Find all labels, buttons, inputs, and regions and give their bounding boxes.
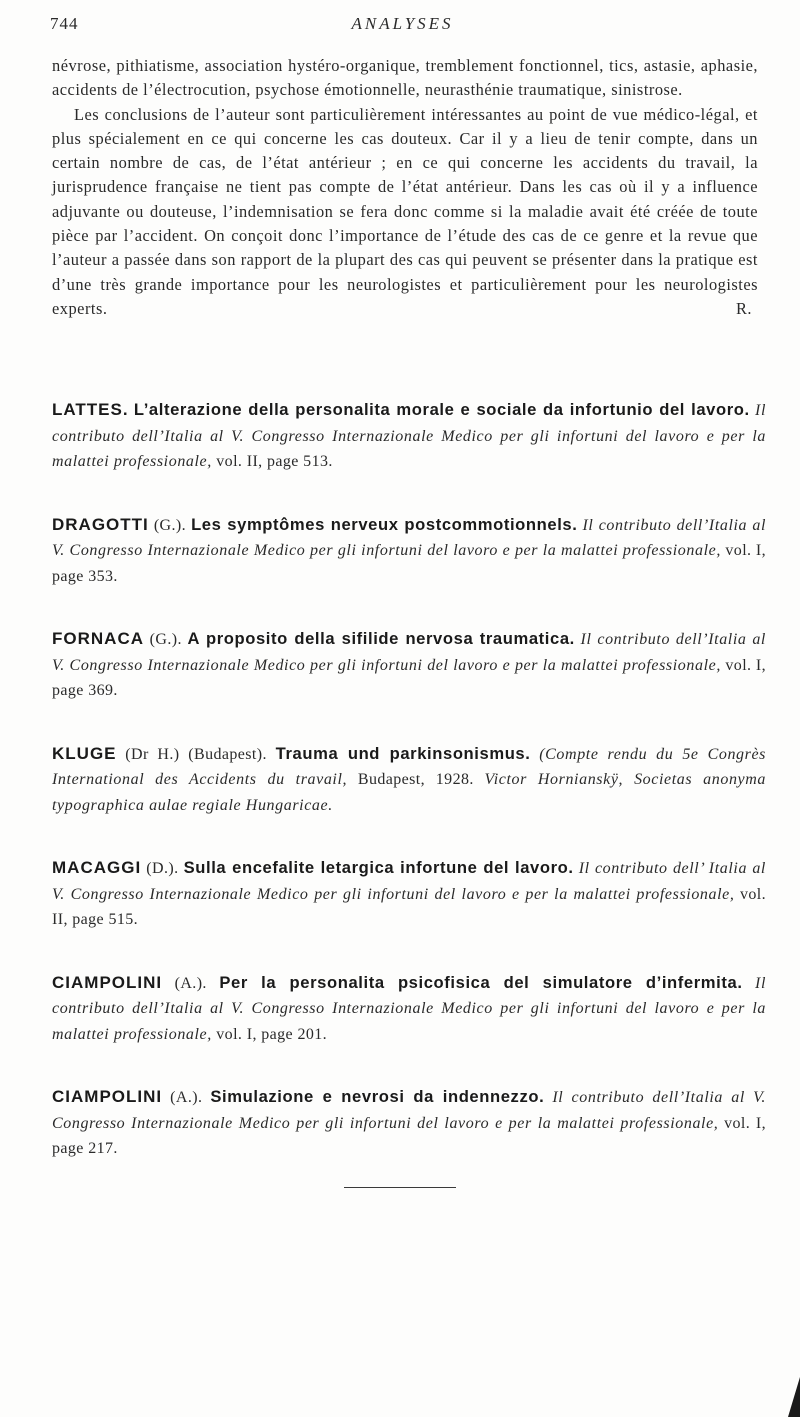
entry-title: Sulla encefalite letargica infortune del lavoro. (183, 858, 574, 877)
bibliography-entry (52, 970, 766, 1048)
entry-author: FORNACA (52, 629, 144, 648)
entry-title: Trauma und parkinsonismus. (275, 743, 531, 763)
entry-initials: (A.). (174, 974, 207, 992)
entry-author: CIAMPOLINI (52, 972, 163, 992)
running-title: ANALYSES (351, 14, 454, 33)
entry-initials: (G.). (149, 631, 182, 648)
review-body (52, 54, 758, 321)
entry-details: vol. I, page 353. (52, 542, 767, 585)
entry-author: CIAMPOLINI (52, 1087, 163, 1106)
entry-source: Il contributo dell’Italia al V. Congresso Internazionale Medico per gli infortuni del lavoro e per la malattei professionale, (52, 631, 766, 674)
entry-initials: (Dr H.) (Budapest). (125, 745, 267, 763)
review-paragraph-1: névrose, pithiatisme, association hystéro-organique, tremblement fonctionnel, tics, astasie, aphasie, accidents de l’électrocution, psychose émotionnelle, neurasthénie traumatique, sinistrose. (52, 56, 758, 100)
bibliography-entry (52, 1084, 766, 1162)
entry-title: Per la personalita psicofisica del simulatore d’infermita. (219, 972, 743, 992)
entry-initials: (D.). (146, 860, 179, 877)
entry-initials: (G.). (153, 516, 187, 534)
entry-details: vol. I, page 369. (52, 656, 767, 699)
entry-details: vol. I, page 201. (216, 1025, 328, 1043)
bibliography-entry (52, 512, 766, 590)
bibliography-entry (52, 626, 766, 704)
bibliography-entry (52, 741, 766, 819)
entry-title: A proposito della sifilide nervosa traumatica. (187, 629, 575, 648)
entry-author: MACAGGI (52, 858, 142, 877)
entry-details: vol. I, page 217. (52, 1114, 766, 1157)
entry-details: vol. II, page 513. (216, 453, 333, 470)
entry-author: KLUGE (52, 743, 117, 763)
entry-details: Budapest, 1928. (357, 771, 474, 788)
entry-source: Il contributo dell’ Italia al V. Congresso Internazionale Medico per gli infortuni del lavoro e per la malattei professionale, (52, 860, 766, 903)
entry-author: DRAGOTTI (52, 514, 149, 534)
scan-edge-mark (788, 1377, 800, 1417)
entry-publisher: Victor Hornianskÿ, Societas anonyma typographica aulae regiale Hungaricae. (52, 771, 767, 814)
entry-source: Il contributo dell’Italia al V. Congresso Internazionale Medico per gli infortuni del lavoro e per la malattei professionale, (52, 974, 767, 1043)
reviewer-signature: R. (735, 298, 752, 318)
entry-author: LATTES. (52, 400, 129, 419)
review-paragraph-2 (52, 103, 758, 322)
page-header (50, 14, 755, 40)
bibliography-entry (52, 855, 766, 933)
entry-title: Les symptômes nerveux postcommotionnels. (191, 514, 578, 534)
entry-initials: (A.). (170, 1089, 203, 1106)
end-rule (344, 1187, 456, 1188)
entry-source: (Compte rendu du 5e Congrès International des Accidents du travail, (52, 745, 767, 788)
entry-source: Il contributo dell’Italia al V. Congresso Internazionale Medico per gli infortuni del lavoro e per la malattei professionale, (52, 1089, 767, 1132)
bibliography-entry (52, 397, 766, 475)
review-paragraph-2-text: Les conclusions de l’auteur sont particulièrement intéressantes au point de vue médico-légal, et plus spécialement en ce qui concerne les cas douteux. Car il y a lieu de tenir compte, dans un certain nombre de cas, de l’état antérieur ; en ce qui concerne les accidents du travail, la jurisprudence française ne tient pas compte de l’état antérieur. Dans les cas où il y a influence adjuvante ou douteuse, l’indemnisation se fera donc comme si la maladie avait été créée de toute pièce par l’accident. On conçoit donc l’importance de l’étude des cas de ce genre et la revue que l’auteur a passée dans son rapport de la plupart des cas qui peuvent se présenter dans la pratique est d’une très grande importance pour les neurologistes et particulièrement pour les neurologistes experts. (52, 104, 758, 318)
bibliography-list (52, 397, 766, 1199)
entry-title: Simulazione e nevrosi da indennezzo. (210, 1087, 545, 1106)
page-number: 744 (50, 14, 79, 33)
entry-source: Il contributo dell’Italia al V. Congresso Internazionale Medico per gli infortuni del lavoro e per la malattei professionale, (52, 402, 766, 470)
entry-details: vol. II, page 515. (52, 885, 767, 928)
entry-source: Il contributo dell’Italia al V. Congresso Internazionale Medico per gli infortuni del lavoro e per la malattei professionale, (52, 516, 767, 559)
entry-title: L’alterazione della personalita morale e sociale da infortunio del lavoro. (133, 400, 750, 419)
